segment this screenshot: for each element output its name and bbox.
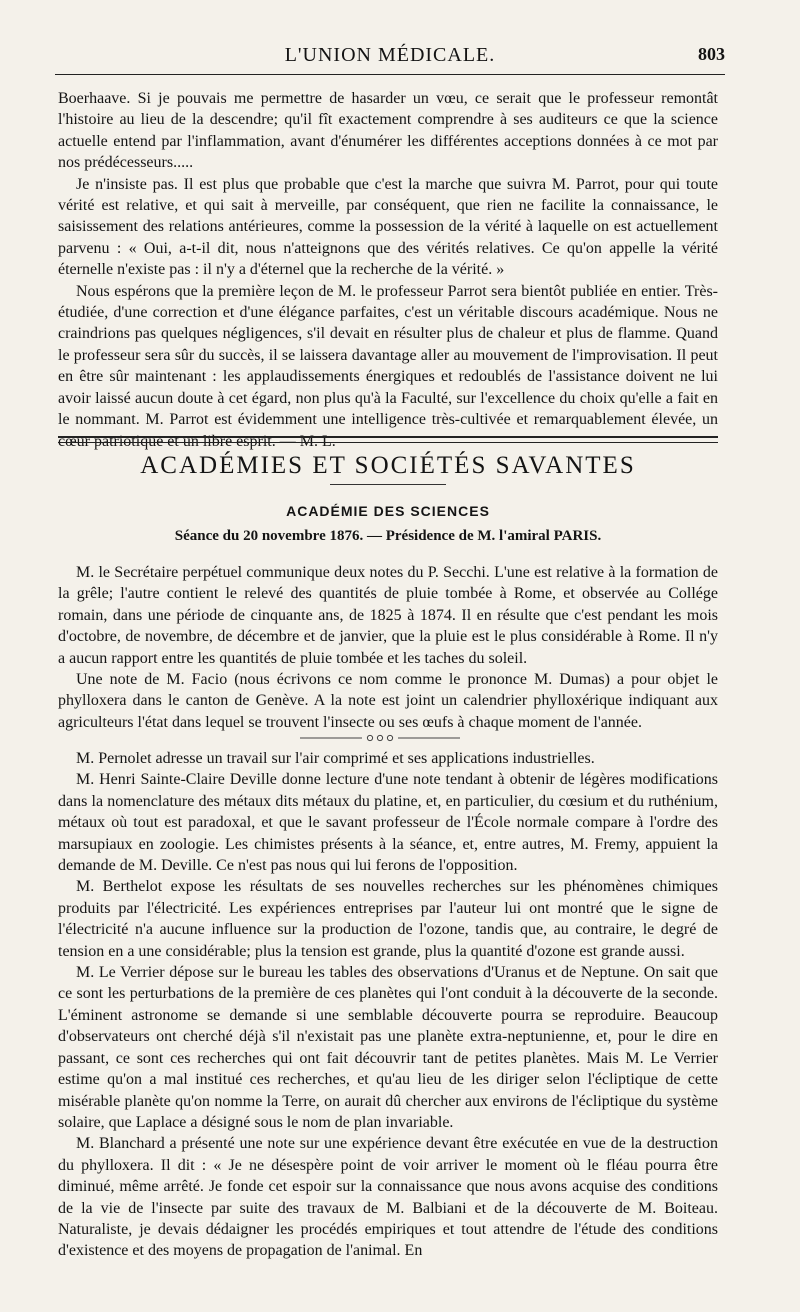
academy-report-part-1 [58,562,718,733]
paragraph-blanchard: M. Blanchard a présenté une note sur une expérience devant être exécutée en vue de la destruction du phylloxera. Il dit : « Je ne désespère point de voir arriver le moment où le fléau pourra être diminué, même arrêté. Je fonde cet espoir sur la connaissance que nous avons acquise des conditions de la vie de l'insecte par suite des travaux de M. Balbiani et de la découverte de M. Boiteau. Naturaliste, je devais dédaigner les procédés empiriques et tout attendre de l'étude des conditions d'existence et des moyens de propagation de l'animal. En [58,1135,718,1260]
session-line: Séance du 20 novembre 1876. — Présidence de M. l'amiral PARIS. [174,528,602,544]
page-number: 803 [698,44,725,64]
paragraph-facio: Une note de M. Facio (nous écrivons ce nom comme le prononce M. Dumas) a pour objet le phylloxera dans le canton de Genève. A la note est joint un calendrier phylloxérique indiquant aux agriculteurs l'état dans lequel se trouvent l'insecte ou ses œufs à chaque moment de l'année. [58,671,718,731]
academy-report-part-2 [58,748,718,1262]
title-rule [330,484,446,485]
paragraph-pernolet: M. Pernolet adresse un travail sur l'air comprimé et ses applications industrielles. [76,750,595,767]
paragraph-insiste: Je n'insiste pas. Il est plus que probable que c'est la marche que suivra M. Parrot, pour qui toute vérité est relative, et qui sait à merveille, par conséquent, que rien ne facilite la connaissance, le saisissement des relations antérieures, comme la possession de la vérité à laquelle on est actuellement parvenu : « Oui, a-t-il dit, nous n'atteignons que des vérités relatives. Ce qu'on appelle la vérité éternelle n'existe pas : il n'y a d'éternel que la recherche de la vérité. » [58,175,718,279]
paragraph-boerhaave: Boerhaave. Si je pouvais me permettre de hasarder un vœu, ce serait que le professeur remontât l'histoire au lieu de la descendre; qu'il fît exactement comprendre à ses auditeurs ce que la science actuelle entend par l'inflammation, avant d'énumérer les différentes acceptions données à ce mot par nos prédécesseurs..... [58,90,718,172]
section-title: ACADÉMIES ET SOCIÉTÉS SAVANTES [140,452,636,479]
paragraph-secchi: M. le Secrétaire perpétuel communique deux notes du P. Secchi. L'une est relative à la formation de la grêle; l'autre contient le relevé des quantités de pluie tombée à Rome, et observée au Collége romain, dans une période de cinquante ans, de 1825 à 1874. Il en résulte que c'est pendant les mois d'octobre, de novembre, de décembre et de janvier, que la pluie est le plus considérable à Rome. Il n'y a aucun rapport entre les quantités de pluie tombée et les taches du soleil. [58,564,718,667]
paragraph-deville: M. Henri Sainte-Claire Deville donne lecture d'une note tendant à obtenir de légères modifications dans la nomenclature des métaux dits métaux du platine, et, en particulier, du cœsium et du ruthénium, métaux où tout est paradoxal, et que le savant professeur de l'École normale compare à l'ordre des marsupiaux en zoologie. Les chimistes présents à la séance, et, entre autres, M. Fremy, appuient la demande de M. Deville. Ce n'est pas nous qui lui ferons de l'opposition. [58,771,718,875]
paragraph-esperons: Nous espérons que la première leçon de M. le professeur Parrot sera bientôt publiée en entier. Très-étudiée, d'une correction et d'une élégance parfaites, c'est un véritable discours académique. Nous ne craindrions pas quelques négligences, s'il devait en résulter plus de chaleur et plus de flamme. Quand le professeur sera sûr du succès, il se laissera davantage aller au mouvement de l'improvisation. Il peut en être sûr maintenant : les applaudissements énergiques et redoublés de l'assistance doivent ne lui avoir laissé aucun doute à cet égard, non plus qu'à la Faculté, sur l'excellence du choix qu'elle a fait en le nommant. M. Parrot est évidemment une intelligence très-cultivée et remarquablement élevée, un cœur patriotique et un libre esprit. — M. L. [58,282,718,450]
running-title: L'UNION MÉDICALE. [284,44,496,66]
top-article-text [58,88,718,452]
header-rule [55,74,725,75]
ornament-divider [300,734,460,742]
subsection-title: ACADÉMIE DES SCIENCES [286,503,490,519]
section-double-rule [58,436,718,443]
paragraph-le-verrier: M. Le Verrier dépose sur le bureau les tables des observations d'Uranus et de Neptune. On sait que ce sont les perturbations de la première de ces planètes qui l'ont conduit à la découverte de la seconde. L'éminent astronome se demande si une semblable découverte pourra se reproduire. Beaucoup d'observateurs ont cherché déjà s'il n'existait pas une planète extra-neptunienne, et, pour le dire en passant, ce sont ces recherches qui ont fait découvrir tant de petites planètes. Mais M. Le Verrier estime qu'on a mal institué ces recherches, et qu'au lieu de les diriger selon l'écliptique de cette misérable planète qu'on nomme la Terre, on aurait dû chercher aux environs de l'écliptique du système solaire, que Laplace a désigné sous le nom de plan invariable. [58,964,718,1131]
page-header [55,44,725,72]
paragraph-berthelot: M. Berthelot expose les résultats de ses nouvelles recherches sur les phénomènes chimiques produits par l'électricité. Les expériences entreprises par l'auteur lui ont montré que le signe de l'électricité n'a aucune influence sur la production de l'ozone, tandis que, au contraire, le degré de tension en a une considérable; plus la tension est grande, plus la quantité d'ozone est grande aussi. [58,878,718,960]
